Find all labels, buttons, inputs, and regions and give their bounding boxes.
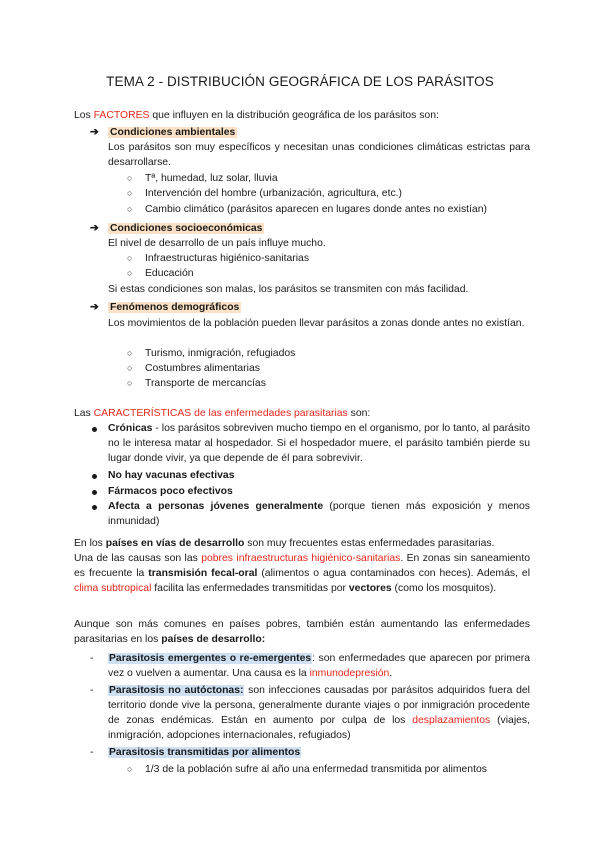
list-item [127, 346, 295, 361]
factor-heading-demographic [90, 300, 241, 315]
bullet-text [108, 468, 530, 483]
text-run: Una de las causas son las [74, 553, 202, 564]
intro-post: que influyen en la distribución geográfica de los parásitos son: [149, 110, 439, 121]
red-run: inmunodepresión [309, 668, 390, 679]
dash-bullet: - [90, 747, 94, 758]
circle-bullet-icon: ○ [127, 268, 133, 278]
text-run: . [389, 668, 393, 679]
text-run: . En zonas sin saneamiento es frecuente la [74, 553, 530, 579]
factores-highlight: FACTORES [93, 110, 150, 121]
bold-run: países en vías de desarrollo [105, 538, 245, 549]
text-run: Aunque son más comunes en países pobres, también están aumentando las enfermedades parasitarias en los [74, 619, 530, 645]
list-item [127, 202, 487, 217]
text-run: son infecciones causadas por parásitos adquiridos fuera del territorio donde vive la persona, generalmente durante viajes o por inmigración procedente de zonas endémicas. Están en aumento por culpa de los [108, 685, 530, 726]
factor-heading-label: Condiciones ambientales [110, 127, 236, 138]
list-item [127, 762, 487, 777]
text-run: (como los mosquitos). [391, 583, 497, 594]
blue-highlight: Parasitosis emergentes o re-emergentes [109, 653, 312, 664]
circle-bullet-icon: ○ [127, 348, 133, 358]
factor-heading-environmental [90, 125, 237, 140]
text-run: En los [74, 538, 106, 549]
bullet-text [108, 484, 530, 499]
factor-heading-label: Fenómenos demográficos [110, 302, 240, 313]
factor-after-text: Si estas condiciones son malas, los parásitos se transmiten con más facilidad. [108, 284, 469, 295]
blue-highlight: Parasitosis no autóctonas: [109, 685, 244, 696]
bullet-text [108, 499, 530, 529]
factor-text: El nivel de desarrollo de un país influye mucho. [108, 238, 326, 249]
bold-run: países de desarrollo: [161, 634, 266, 645]
bullet-bold: Fármacos poco efectivos [108, 486, 233, 497]
list-item-text: Infraestructuras higiénico-sanitarias [145, 253, 310, 264]
developing-paragraph-1 [74, 536, 530, 551]
bullet-bold: No hay vacunas efectivas [108, 470, 235, 481]
text-run: son muy frecuentes estas enfermedades parasitarias. [244, 538, 495, 549]
list-item-text: Costumbres alimentarias [145, 363, 260, 374]
bullet-rest: (porque tienen más exposición y menos inmunidad) [108, 501, 530, 527]
list-item-text: Educación [145, 268, 194, 279]
blue-highlight: Parasitosis transmitidas por alimentos [109, 747, 301, 758]
circle-bullet-icon: ○ [127, 204, 133, 214]
dash-bullet: - [90, 685, 94, 696]
red-run: pobres infraestructuras higiénico-sanitarias [201, 553, 401, 564]
factor-text: Los movimientos de la población pueden llevar parásitos a zonas donde antes no existían. [108, 318, 525, 329]
developed-paragraph [74, 617, 530, 647]
factor-heading-socioeconomic [90, 221, 264, 236]
text-run: (viajes, inmigración, adopciones internacionales, refugiados) [108, 715, 530, 741]
list-item [127, 186, 402, 201]
dash-item-text [108, 683, 530, 743]
circle-bullet-icon: ○ [127, 363, 133, 373]
list-item [127, 266, 194, 281]
bullet-bold: Afecta a personas jóvenes generalmente [108, 501, 324, 512]
bullet-dot-icon [92, 490, 97, 495]
red-run: clima subtropical [74, 583, 152, 594]
bullet-dot-icon [92, 427, 97, 432]
text-run: facilita las enfermedades transmitidas por [151, 583, 349, 594]
characteristics-pre: Las [74, 408, 94, 419]
list-item [127, 171, 278, 186]
developing-paragraph-2 [74, 551, 530, 596]
intro-pre: Los [74, 110, 94, 121]
bullet-bold: Crónicas [108, 423, 153, 434]
circle-bullet-icon: ○ [127, 764, 133, 774]
list-item [127, 251, 309, 266]
list-item-text: Intervención del hombre (urbanización, agricultura, etc.) [145, 188, 403, 199]
dash-item-text [108, 745, 530, 760]
list-item [127, 376, 266, 391]
bullet-rest: - los parásitos sobreviven mucho tiempo en el organismo, por lo tanto, al parásito no le interesa matar al hospedador. Si el hospedador muere, el parásito también pierde su lugar donde vivir, ya que depende de él para sobrevivir. [108, 423, 530, 464]
bullet-dot-icon [92, 505, 97, 510]
intro-paragraph [74, 108, 530, 123]
text-run: : son enfermedades que aparecen por primera vez o vuelven a aumentar. Una causa es la [108, 653, 530, 679]
circle-bullet-icon: ○ [127, 173, 133, 183]
arrow-icon: ➔ [90, 302, 99, 313]
arrow-icon: ➔ [90, 127, 99, 138]
circle-bullet-icon: ○ [127, 253, 133, 263]
text-run: (alimentos o agua contaminados con heces). Además, el [257, 568, 530, 579]
list-item-text: Transporte de mercancías [145, 378, 266, 389]
list-item-text: 1/3 de la población sufre al año una enfermedad transmitida por alimentos [145, 764, 487, 775]
characteristics-post: son: [347, 408, 371, 419]
list-item-text: Cambio climático (parásitos aparecen en lugares donde antes no existían) [145, 204, 487, 215]
circle-bullet-icon: ○ [127, 188, 133, 198]
red-run: desplazamientos [412, 715, 491, 726]
characteristics-intro [74, 406, 530, 421]
bold-run: vectores [348, 583, 392, 594]
factor-text: Los parásitos son muy específicos y necesitan unas condiciones climáticas estrictas para desarrollarse. [108, 142, 530, 168]
bullet-text [108, 421, 530, 466]
list-item-text: Turismo, inmigración, refugiados [145, 348, 296, 359]
page-title: TEMA 2 - DISTRIBUCIÓN GEOGRÁFICA DE LOS PARÁSITOS [106, 74, 494, 89]
circle-bullet-icon: ○ [127, 378, 133, 388]
factor-heading-label: Condiciones socioeconómicas [110, 223, 263, 234]
dash-item-text [108, 651, 530, 681]
dash-bullet: - [90, 653, 94, 664]
list-item [127, 361, 260, 376]
characteristics-highlight: CARACTERÍSTICAS de las enfermedades parasitarias [93, 408, 348, 419]
bullet-dot-icon [92, 474, 97, 479]
arrow-icon: ➔ [90, 223, 99, 234]
list-item-text: Tª, humedad, luz solar, lluvia [145, 173, 278, 184]
bold-run: transmisión fecal-oral [148, 568, 258, 579]
